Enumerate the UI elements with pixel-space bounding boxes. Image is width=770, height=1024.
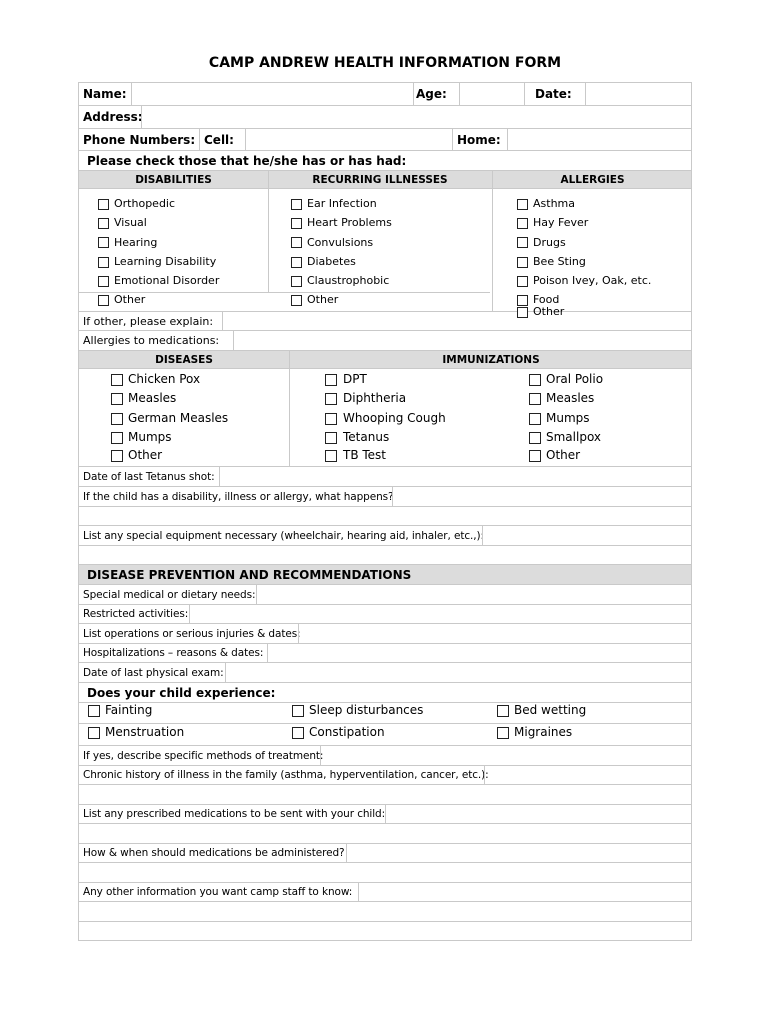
equipment-field[interactable] (482, 526, 692, 545)
date-field[interactable] (585, 83, 692, 105)
checkbox-asthma[interactable] (517, 199, 528, 210)
other-info-row (78, 883, 692, 902)
other-info-label: Any other information you want camp staff to know: (83, 886, 353, 898)
treatment-field[interactable] (320, 746, 692, 765)
other-info-field[interactable] (358, 883, 692, 901)
chronic-label: Chronic history of illness in the family (asthma, hyperventilation, cancer, etc.): (83, 769, 489, 781)
checkbox-emotional-disorder[interactable] (98, 276, 109, 287)
checkbox-claustrophobic[interactable] (291, 276, 302, 287)
checkbox-bed-wetting[interactable] (497, 705, 509, 717)
physical-row (78, 663, 692, 683)
immunization-label: Mumps (546, 411, 590, 425)
age-field[interactable] (459, 83, 525, 105)
prescribed-field[interactable] (385, 805, 692, 823)
experience-label: Migraines (514, 725, 573, 739)
address-label: Address: (83, 110, 143, 124)
what-happens-row (78, 487, 692, 507)
phone-row (78, 129, 692, 151)
experience-label: Constipation (309, 725, 385, 739)
phone-label: Phone Numbers: (83, 132, 196, 147)
cell-phone-field[interactable] (245, 129, 453, 150)
tetanus-field[interactable] (219, 467, 692, 486)
experience-label: Sleep disturbances (309, 703, 424, 717)
checkbox-mumps-immunization[interactable] (529, 413, 541, 425)
restricted-row (78, 605, 692, 624)
immunization-label: Measles (546, 391, 595, 405)
health-form (78, 82, 692, 941)
allergies-meds-label: Allergies to medications: (83, 334, 220, 347)
check-prompt: Please check those that he/she has or has had: (87, 153, 407, 168)
restricted-field[interactable] (189, 605, 692, 623)
experience-heading: Does your child experience: (87, 685, 276, 700)
checkbox-learning-disability[interactable] (98, 257, 109, 268)
other-explain-field[interactable] (222, 312, 692, 330)
allergy-label: Poison Ivey, Oak, etc. (533, 274, 652, 287)
allergy-label: Hay Fever (533, 216, 589, 229)
experience-label: Fainting (105, 703, 153, 717)
treatment-row (78, 746, 692, 766)
cell-label: Cell: (199, 129, 245, 150)
checkbox-diphtheria[interactable] (325, 393, 337, 405)
address-field[interactable] (141, 106, 692, 128)
address-row (78, 106, 692, 129)
disability-label: Learning Disability (114, 255, 217, 268)
checkbox-chicken-pox[interactable] (111, 374, 123, 386)
check-prompt-row (78, 151, 692, 171)
physical-label: Date of last physical exam: (83, 666, 224, 679)
checkbox-heart-problems[interactable] (291, 218, 302, 229)
checkbox-constipation[interactable] (292, 727, 304, 739)
operations-field[interactable] (298, 624, 692, 643)
allergy-label: Bee Sting (533, 255, 586, 268)
hospitalizations-field[interactable] (267, 644, 692, 662)
illness-label: Claustrophobic (307, 274, 390, 287)
diseases-header (78, 351, 692, 369)
checkbox-smallpox[interactable] (529, 432, 541, 444)
prescribed-extra-line[interactable] (78, 824, 692, 844)
allergy-label: Food (533, 293, 560, 306)
checkbox-drugs[interactable] (517, 237, 528, 248)
checkbox-migraines[interactable] (497, 727, 509, 739)
disease-label: Chicken Pox (128, 372, 201, 386)
prescribed-row (78, 805, 692, 824)
special-diet-row (78, 585, 692, 605)
recurring-heading: RECURRING ILLNESSES (312, 173, 448, 186)
immunization-label: Smallpox (546, 430, 602, 444)
checkbox-visual[interactable] (98, 218, 109, 229)
diseases-heading: DISEASES (155, 353, 213, 366)
operations-label: List operations or serious injuries & dates: (83, 627, 301, 640)
illness-label: Convulsions (307, 236, 374, 249)
disease-label: Mumps (128, 430, 172, 444)
allergy-label: Other (533, 305, 565, 318)
immunization-label: Tetanus (343, 430, 390, 444)
immunizations-heading: IMMUNIZATIONS (442, 353, 540, 366)
administered-row (78, 844, 692, 863)
disease-label: Other (128, 448, 163, 462)
disabilities-heading: DISABILITIES (135, 173, 212, 186)
what-happens-label: If the child has a disability, illness or allergy, what happens? (83, 490, 394, 503)
what-happens-extra-line[interactable] (78, 507, 692, 526)
disability-label: Emotional Disorder (114, 274, 220, 287)
checkbox-poison-ivy[interactable] (517, 276, 528, 287)
age-label: Age: (416, 87, 447, 101)
immunization-label: TB Test (343, 448, 387, 462)
checkbox-convulsions[interactable] (291, 237, 302, 248)
date-label: Date: (535, 87, 572, 101)
checkbox-tb-test[interactable] (325, 450, 337, 462)
experience-label: Menstruation (105, 725, 185, 739)
immunization-label: Diphtheria (343, 391, 407, 405)
illness-label: Diabetes (307, 255, 356, 268)
prescribed-label: List any prescribed medications to be sent with your child: (83, 808, 386, 820)
checkbox-bee-sting[interactable] (517, 257, 528, 268)
prevention-heading-row (78, 565, 692, 585)
diseases-block (78, 369, 692, 467)
checkbox-whooping-cough[interactable] (325, 413, 337, 425)
checkbox-tetanus[interactable] (325, 432, 337, 444)
checkbox-disability-other[interactable] (98, 295, 109, 306)
checkbox-sleep-disturbances[interactable] (292, 705, 304, 717)
name-field[interactable] (131, 83, 414, 105)
checkbox-mumps[interactable] (111, 432, 123, 444)
checkbox-dpt[interactable] (325, 374, 337, 386)
equipment-row (78, 526, 692, 546)
disability-label: Hearing (114, 236, 158, 249)
checkbox-illness-other[interactable] (291, 295, 302, 306)
checkbox-orthopedic[interactable] (98, 199, 109, 210)
chronic-row (78, 766, 692, 785)
restricted-label: Restricted activities: (83, 608, 189, 620)
allergies-heading: ALLERGIES (560, 173, 625, 186)
immunization-label: Oral Polio (546, 372, 604, 386)
checkbox-menstruation[interactable] (88, 727, 100, 739)
conditions-header (78, 171, 692, 189)
chronic-extra-line[interactable] (78, 785, 692, 805)
other-info-extra-line-1[interactable] (78, 902, 692, 922)
equipment-extra-line[interactable] (78, 546, 692, 565)
name-row (78, 82, 692, 106)
checkbox-german-measles[interactable] (111, 413, 123, 425)
checkbox-fainting[interactable] (88, 705, 100, 717)
checkbox-measles-immunization[interactable] (529, 393, 541, 405)
administered-extra-line[interactable] (78, 863, 692, 883)
conditions-block (78, 189, 692, 312)
experience-label: Bed wetting (514, 703, 587, 717)
immunization-label: Other (546, 448, 581, 462)
checkbox-food[interactable] (517, 295, 528, 306)
chronic-field[interactable] (484, 766, 692, 784)
tetanus-row (78, 467, 692, 487)
experience-heading-row (78, 683, 692, 703)
checkbox-diabetes[interactable] (291, 257, 302, 268)
allergies-meds-row (78, 331, 692, 351)
form-title: CAMP ANDREW HEALTH INFORMATION FORM (208, 55, 562, 71)
other-explain-label: If other, please explain: (83, 314, 214, 328)
name-label: Name: (83, 87, 127, 101)
physical-field[interactable] (225, 663, 692, 682)
checkbox-immunization-other[interactable] (529, 450, 541, 462)
other-info-extra-line-2[interactable] (78, 922, 692, 941)
disability-label: Other (114, 293, 146, 306)
checkbox-hearing[interactable] (98, 237, 109, 248)
other-explain-row (78, 312, 692, 331)
operations-row (78, 624, 692, 644)
administered-field[interactable] (346, 844, 692, 862)
immunization-label: DPT (343, 372, 367, 386)
treatment-label: If yes, describe specific methods of treatment: (83, 749, 324, 762)
hospitalizations-row (78, 644, 692, 663)
prevention-heading: DISEASE PREVENTION AND RECOMMENDATIONS (87, 567, 412, 582)
tetanus-label: Date of last Tetanus shot: (83, 470, 215, 483)
administered-label: How & when should medications be administered? (83, 847, 345, 859)
allergies-meds-field[interactable] (233, 331, 692, 350)
checkbox-ear-infection[interactable] (291, 199, 302, 210)
immunization-label: Whooping Cough (343, 411, 446, 425)
equipment-label: List any special equipment necessary (wheelchair, hearing aid, inhaler, etc.,): (83, 529, 484, 542)
illness-label: Ear Infection (307, 197, 377, 210)
special-diet-label: Special medical or dietary needs: (83, 588, 256, 601)
what-happens-field[interactable] (392, 487, 692, 506)
disease-label: German Measles (128, 411, 229, 425)
allergy-label: Asthma (533, 197, 575, 210)
disability-label: Visual (114, 216, 147, 229)
special-diet-field[interactable] (256, 585, 692, 604)
experience-block (78, 703, 692, 746)
allergy-label: Drugs (533, 236, 566, 249)
illness-label: Heart Problems (307, 216, 392, 229)
hospitalizations-label: Hospitalizations – reasons & dates: (83, 647, 264, 659)
home-label: Home: (457, 132, 501, 147)
illness-label: Other (307, 293, 339, 306)
checkbox-disease-other[interactable] (111, 450, 123, 462)
checkbox-measles[interactable] (111, 393, 123, 405)
checkbox-oral-polio[interactable] (529, 374, 541, 386)
disease-label: Measles (128, 391, 177, 405)
checkbox-hay-fever[interactable] (517, 218, 528, 229)
checkbox-allergy-other[interactable] (517, 307, 528, 318)
disability-label: Orthopedic (114, 197, 176, 210)
home-phone-field[interactable] (507, 129, 692, 150)
